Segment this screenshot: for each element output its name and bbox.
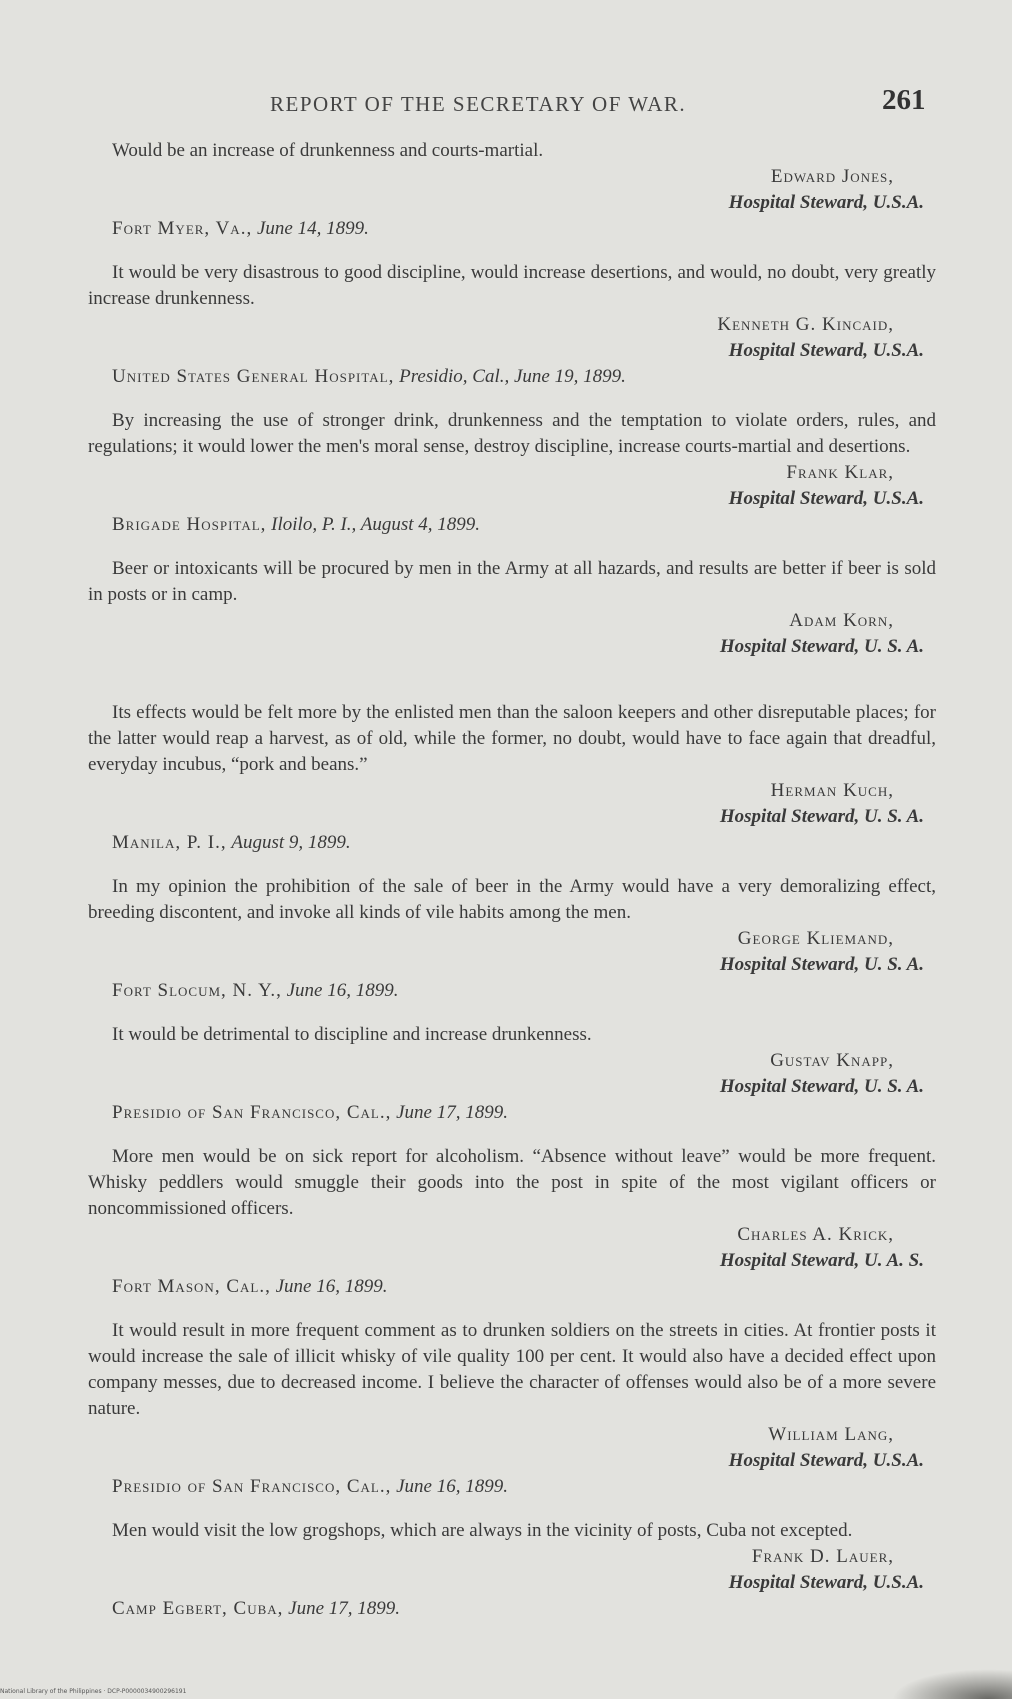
signature-block <box>88 1544 936 1596</box>
signatory-role: Hospital Steward, U.S.A. <box>728 488 924 509</box>
testimony-text: Would be an increase of drunkenness and courts-martial. <box>112 140 544 161</box>
signatory-role: Hospital Steward, U.S.A. <box>728 1450 924 1471</box>
signature-block <box>88 1048 936 1100</box>
testimony-entry <box>88 1518 936 1622</box>
signatory-name: Frank Klar, <box>786 462 894 483</box>
location-date: June 14, 1899. <box>256 218 369 239</box>
testimony-text: Men would visit the low grogshops, which are always in the vicinity of posts, Cuba not excepted. <box>112 1520 853 1541</box>
signatory-name: Edward Jones, <box>770 166 894 187</box>
testimony-text: In my opinion the prohibition of the sale of beer in the Army would have a very demoralizing effect, breeding discontent, and invoke all kinds of vile habits among the men. <box>88 876 936 923</box>
signature-block <box>88 164 936 216</box>
signatory-role: Hospital Steward, U.S.A. <box>728 340 924 361</box>
signatory-role: Hospital Steward, U. S. A. <box>719 1076 924 1097</box>
location-place: Fort Slocum, N. Y., <box>112 980 282 1001</box>
location-dateline <box>88 1596 936 1622</box>
testimony-entry <box>88 700 936 856</box>
location-date: June 17, 1899. <box>396 1102 508 1123</box>
signature-block <box>88 312 936 364</box>
location-dateline <box>88 1274 936 1300</box>
page-number: 261 <box>882 84 926 116</box>
signatory-role: Hospital Steward, U. S. A. <box>719 636 924 657</box>
testimony-entry <box>88 260 936 390</box>
signatory-role: Hospital Steward, U.S.A. <box>728 192 924 213</box>
location-place: Brigade Hospital, <box>112 514 267 535</box>
location-place: Camp Egbert, Cuba, <box>112 1598 284 1619</box>
signatory-name: Adam Korn, <box>789 610 894 631</box>
testimony-entry <box>88 1022 936 1126</box>
location-dateline <box>88 830 936 856</box>
signature-block <box>88 778 936 830</box>
testimony-text: It would be detrimental to discipline and increase drunkenness. <box>112 1024 592 1045</box>
location-place: Fort Myer, Va., <box>112 218 253 239</box>
running-title: REPORT OF THE SECRETARY OF WAR. <box>270 92 687 116</box>
location-place: Presidio of San Francisco, Cal., <box>112 1476 392 1497</box>
testimony-entry <box>88 1318 936 1500</box>
location-date: August 9, 1899. <box>231 832 351 853</box>
location-date: June 17, 1899. <box>288 1598 401 1619</box>
signature-block <box>88 1222 936 1274</box>
testimony-entry <box>88 1144 936 1300</box>
location-date: June 16, 1899. <box>286 980 399 1001</box>
location-dateline <box>88 216 936 242</box>
location-dateline <box>88 1100 936 1126</box>
entry-spacer <box>88 660 936 678</box>
signatory-name: William Lang, <box>768 1424 894 1445</box>
signature-block <box>88 608 936 660</box>
signatory-name: Gustav Knapp, <box>770 1050 894 1071</box>
testimony-text: Its effects would be felt more by the enlisted men than the saloon keepers and other disreputable places; for the latter would reap a harvest, as of old, while the former, no doubt, would have to face again that dreadful, everyday incubus, “pork and beans.” <box>88 702 936 775</box>
signatory-name: Kenneth G. Kincaid, <box>717 314 894 335</box>
document-body <box>88 138 936 1646</box>
testimony-entry <box>88 874 936 1004</box>
signatory-name: Frank D. Lauer, <box>751 1546 894 1567</box>
location-date: June 16, 1899. <box>396 1476 508 1497</box>
location-dateline <box>88 978 936 1004</box>
location-date: June 16, 1899. <box>275 1276 388 1297</box>
scan-smudge <box>892 1669 1012 1699</box>
signature-block <box>88 1422 936 1474</box>
signatory-role: Hospital Steward, U. A. S. <box>719 1250 924 1271</box>
testimony-text: It would result in more frequent comment as to drunken soldiers on the streets in cities. At frontier posts it would increase the sale of illicit whisky of vile quality 100 per cent. It would also have a decided effect upon company messes, due to decreased income. I believe the character of offenses would also be of a more severe nature. <box>88 1320 936 1419</box>
signatory-name: George Kliemand, <box>737 928 894 949</box>
signatory-role: Hospital Steward, U. S. A. <box>719 806 924 827</box>
testimony-text: It would be very disastrous to good discipline, would increase desertions, and would, no doubt, very greatly increase drunkenness. <box>88 262 936 309</box>
location-place: Fort Mason, Cal., <box>112 1276 271 1297</box>
location-date: Iloilo, P. I., August 4, 1899. <box>271 514 480 535</box>
testimony-text: More men would be on sick report for alcoholism. “Absence without leave” would be more frequent. Whisky peddlers would smuggle their goods into the post in spite of the most vigilant officers or noncommissioned officers. <box>88 1146 936 1219</box>
location-dateline <box>88 512 936 538</box>
location-dateline <box>88 364 936 390</box>
location-place: United States General Hospital, <box>112 366 395 387</box>
testimony-entry <box>88 408 936 538</box>
location-dateline <box>88 1474 936 1500</box>
location-date: Presidio, Cal., June 19, 1899. <box>399 366 626 387</box>
signatory-role: Hospital Steward, U. S. A. <box>719 954 924 975</box>
scan-footer: National Library of the Philippines · DCP-P0000034900296191 <box>0 1688 187 1695</box>
signatory-name: Charles A. Krick, <box>737 1224 894 1245</box>
testimony-text: By increasing the use of stronger drink, drunkenness and the temptation to violate orders, rules, and regulations; it would lower the men's moral sense, destroy discipline, increase courts-martial and desertions. <box>88 410 936 457</box>
signatory-name: Herman Kuch, <box>770 780 894 801</box>
testimony-entry <box>88 138 936 242</box>
testimony-entry <box>88 556 936 678</box>
signatory-role: Hospital Steward, U.S.A. <box>728 1572 924 1593</box>
testimony-text: Beer or intoxicants will be procured by men in the Army at all hazards, and results are better if beer is sold in posts or in camp. <box>88 558 936 605</box>
signature-block <box>88 926 936 978</box>
page-header <box>0 84 1012 124</box>
location-place: Manila, P. I., <box>112 832 227 853</box>
location-place: Presidio of San Francisco, Cal., <box>112 1102 392 1123</box>
signature-block <box>88 460 936 512</box>
